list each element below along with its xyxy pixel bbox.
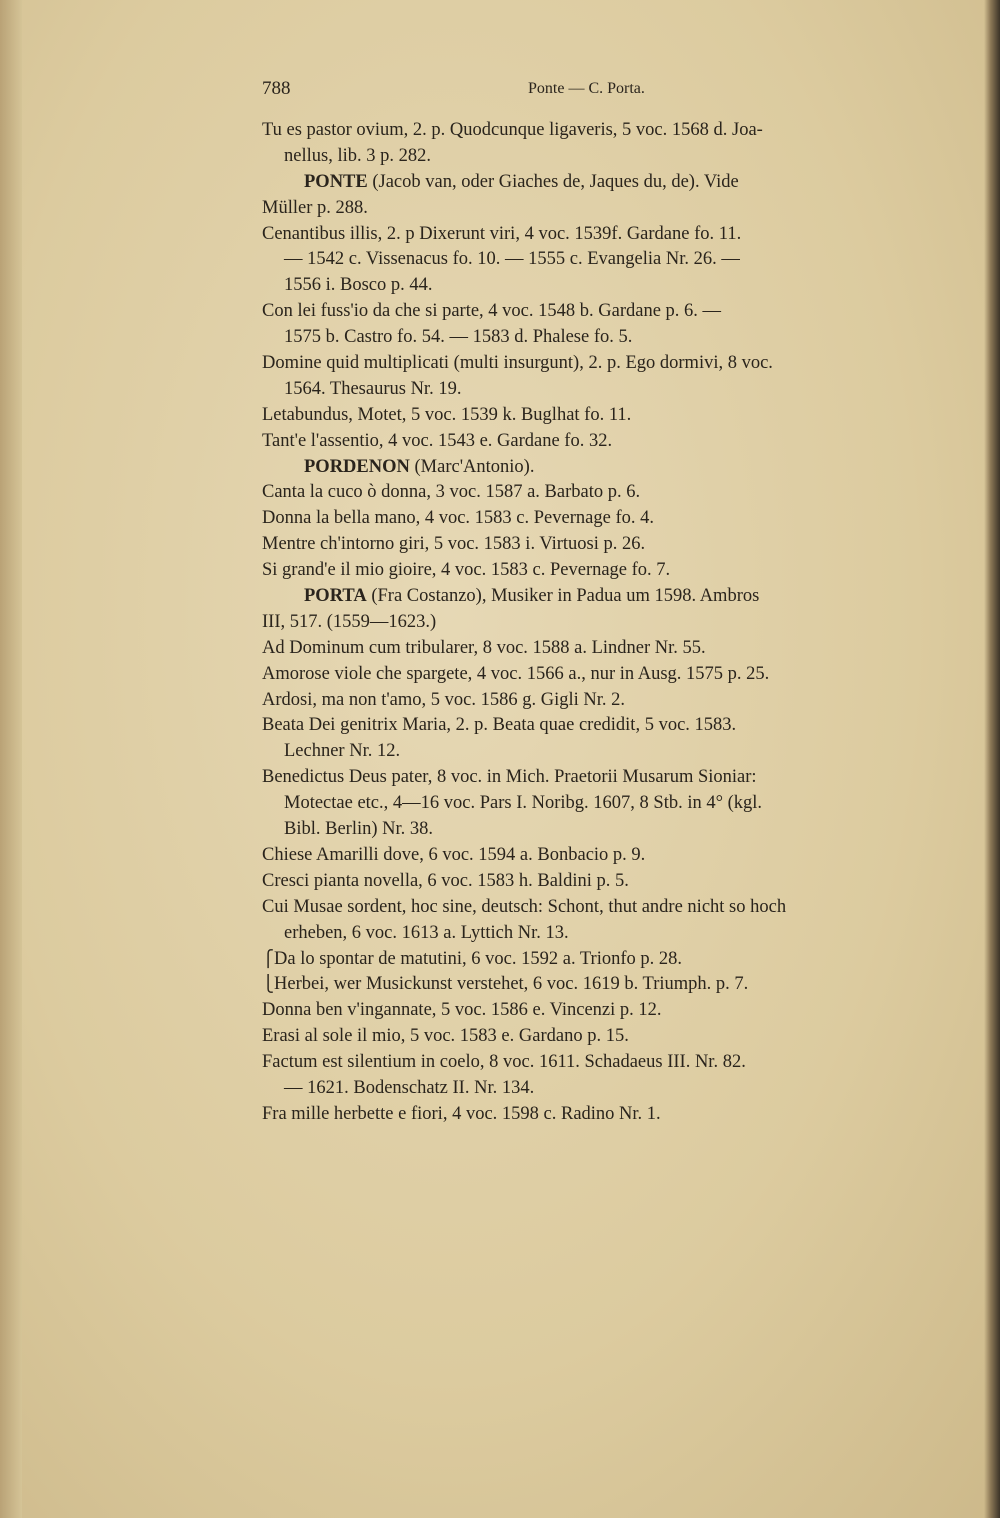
running-head: Ponte — C. Porta. (528, 80, 645, 97)
brace-mark: ⎧ (262, 950, 274, 968)
text-line: Chiese Amarilli dove, 6 voc. 1594 a. Bonbacio p. 9. (262, 844, 646, 865)
text-line: 1564. Thesaurus Nr. 19. (284, 378, 462, 399)
text-line: — 1542 c. Vissenacus fo. 10. — 1555 c. Evangelia Nr. 26. — (284, 249, 740, 270)
text-line: Factum est silentium in coelo, 8 voc. 1611. Schadaeus III. Nr. 82. (262, 1052, 746, 1073)
text-line: Letabundus, Motet, 5 voc. 1539 k. Buglhat fo. 11. (262, 404, 632, 425)
text-line: Cresci pianta novella, 6 voc. 1583 h. Baldini p. 5. (262, 870, 629, 891)
text-line: Müller p. 288. (262, 197, 368, 218)
composer-name: PORDENON (304, 456, 410, 477)
text-line: erheben, 6 voc. 1613 a. Lyttich Nr. 13. (284, 922, 569, 943)
text-line (262, 455, 952, 481)
text-line: Motectae etc., 4—16 voc. Pars I. Noribg. 1607, 8 Stb. in 4° (kgl. (284, 793, 763, 814)
text-line: Ardosi, ma non t'amo, 5 voc. 1586 g. Gigli Nr. 2. (262, 689, 626, 710)
composer-info: (Marc'Antonio). (409, 456, 535, 477)
page-edge-shadow (984, 0, 1000, 1518)
text-line: Donna la bella mano, 4 voc. 1583 c. Pevernage fo. 4. (262, 508, 654, 529)
brace-mark: ⎩ (262, 976, 274, 994)
text-line (262, 170, 952, 196)
text-line: Ad Dominum cum tribularer, 8 voc. 1588 a. Lindner Nr. 55. (262, 637, 706, 658)
line-text: Da lo spontar de matutini, 6 voc. 1592 a. Trionfo p. 28. (274, 948, 682, 969)
composer-name: PORTA (304, 586, 367, 607)
text-line: Si grand'e il mio gioire, 4 voc. 1583 c. Pevernage fo. 7. (262, 560, 671, 581)
text-line: Benedictus Deus pater, 8 voc. in Mich. Praetorii Musarum Sioniar: (262, 767, 757, 788)
page-header (262, 78, 952, 104)
page-number: 788 (262, 78, 291, 99)
text-line (262, 584, 952, 610)
text-line: Cenantibus illis, 2. p Dixerunt viri, 4 voc. 1539f. Gardane fo. 11. (262, 223, 742, 244)
text-line: Mentre ch'intorno giri, 5 voc. 1583 i. Virtuosi p. 26. (262, 534, 646, 555)
text-line: Amorose viole che spargete, 4 voc. 1566 a., nur in Ausg. 1575 p. 25. (262, 663, 770, 684)
text-line: Lechner Nr. 12. (284, 741, 401, 762)
text-line: III, 517. (1559—1623.) (262, 611, 437, 632)
text-line: Beata Dei genitrix Maria, 2. p. Beata quae credidit, 5 voc. 1583. (262, 715, 737, 736)
text-line: Fra mille herbette e fiori, 4 voc. 1598 c. Radino Nr. 1. (262, 1103, 661, 1124)
page-gutter-shadow (0, 0, 22, 1518)
text-line: nellus, lib. 3 p. 282. (284, 145, 431, 166)
text-body (262, 118, 952, 1128)
text-line: Erasi al sole il mio, 5 voc. 1583 e. Gardano p. 15. (262, 1026, 629, 1047)
composer-name: PONTE (304, 171, 368, 192)
text-line (262, 972, 952, 998)
text-line: Canta la cuco ò donna, 3 voc. 1587 a. Barbato p. 6. (262, 482, 641, 503)
text-line: Cui Musae sordent, hoc sine, deutsch: Schont, thut andre nicht so hoch (262, 896, 787, 917)
text-line: Bibl. Berlin) Nr. 38. (284, 819, 434, 840)
text-line: 1556 i. Bosco p. 44. (284, 275, 433, 296)
text-line: Con lei fuss'io da che si parte, 4 voc. 1548 b. Gardane p. 6. — (262, 301, 722, 322)
line-text: Herbei, wer Musickunst verstehet, 6 voc. 1619 b. Triumph. p. 7. (274, 974, 749, 995)
composer-info: (Jacob van, oder Giaches de, Jaques du, de). Vide (367, 171, 739, 192)
composer-info: (Fra Costanzo), Musiker in Padua um 1598. Ambros (366, 586, 760, 607)
text-line: 1575 b. Castro fo. 54. — 1583 d. Phalese fo. 5. (284, 327, 633, 348)
text-line: Tu es pastor ovium, 2. p. Quodcunque ligaveris, 5 voc. 1568 d. Joa- (262, 120, 763, 140)
text-line: Tant'e l'assentio, 4 voc. 1543 e. Gardane fo. 32. (262, 430, 613, 451)
text-line: Domine quid multiplicati (multi insurgunt), 2. p. Ego dormivi, 8 voc. (262, 353, 773, 374)
text-line (262, 947, 952, 973)
text-line: — 1621. Bodenschatz II. Nr. 134. (284, 1077, 535, 1098)
text-line: Donna ben v'ingannate, 5 voc. 1586 e. Vincenzi p. 12. (262, 1000, 662, 1021)
